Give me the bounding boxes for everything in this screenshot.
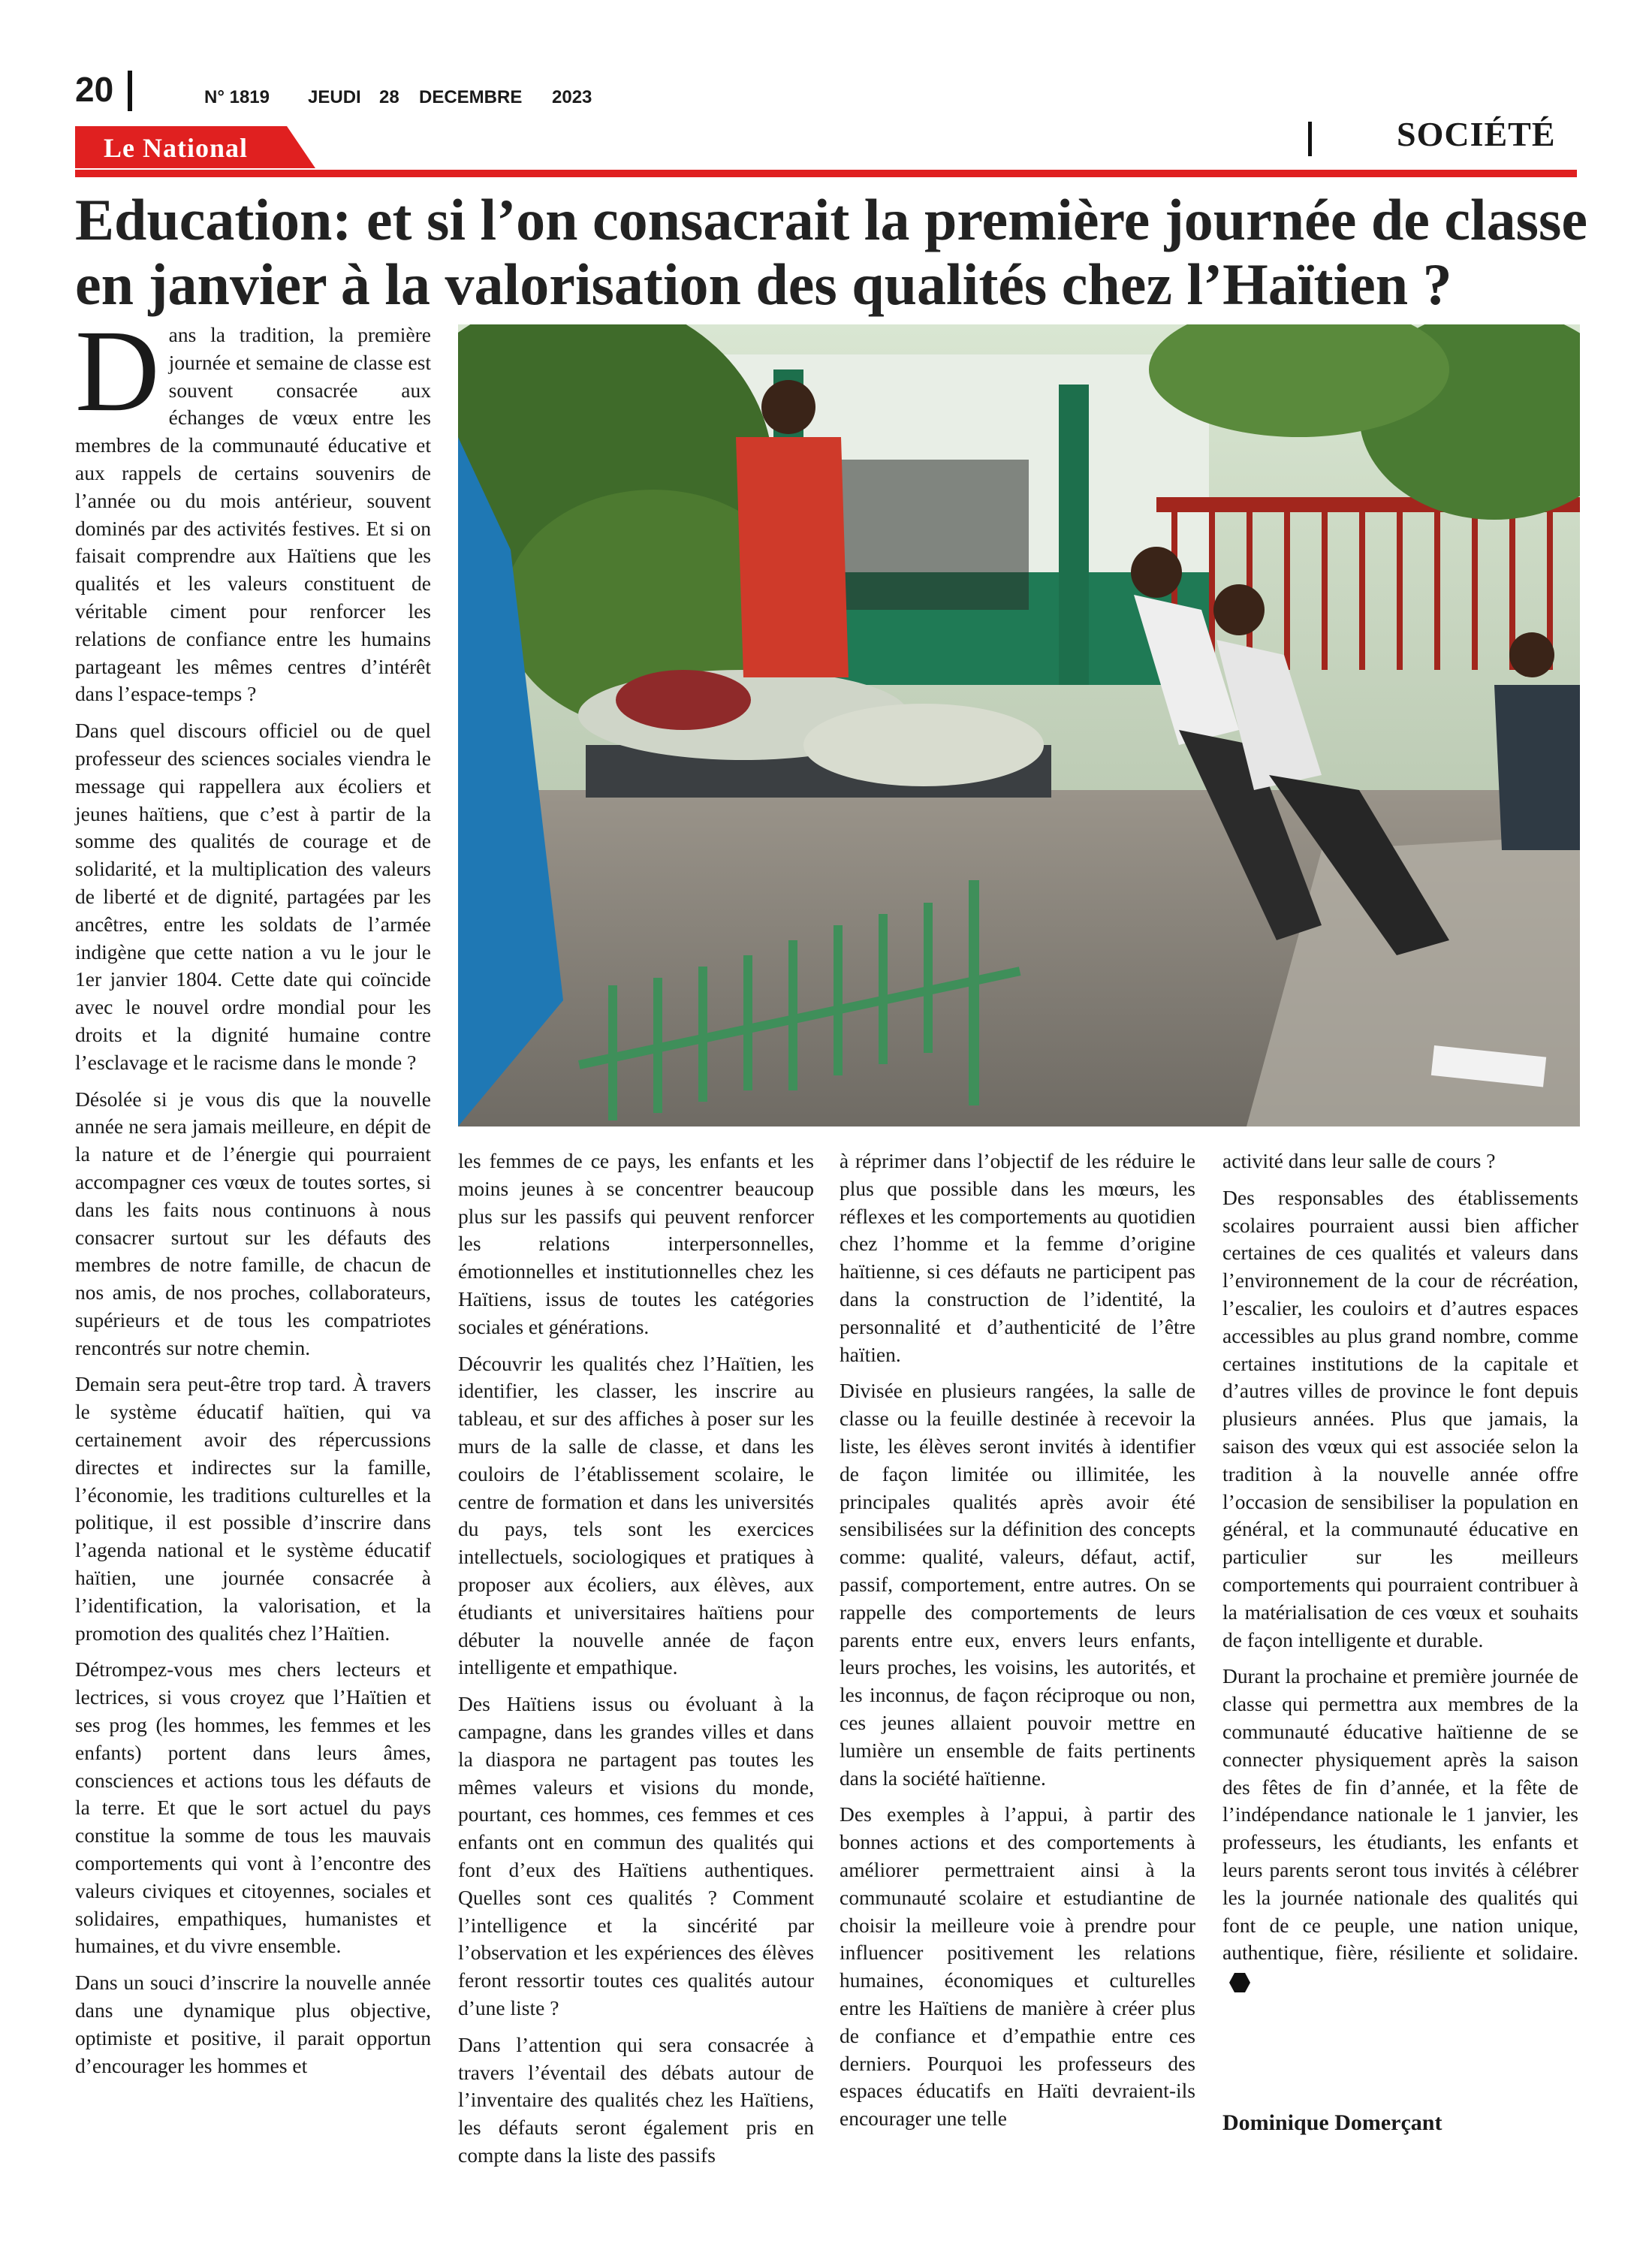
issue-number: N° 1819 xyxy=(204,87,270,107)
paragraph: Des responsables des établissements scolaires pourraient aussi bien afficher certaines de ces qualités et valeurs dans l’environnement de la cour de récréation, l’escalier, les couloirs et d’autres espaces accessibles au plus grand nombre, comme certaines institutions de la capitale et d’autres villes de province le font depuis plusieurs années. Plus que jamais, la saison des vœux qui est associée selon la tradition à la nouvelle année offre l’occasion de sensibiliser la population en général, et la communauté éducative en particulier sur les meilleurs comportements qui pourraient contribuer à la matérialisation de ces vœux et souhaits de façon intelligente et durable. xyxy=(1222,1185,1578,1651)
paragraph-text: Durant la prochaine et première journée de classe qui permettra aux membres de la communauté éducative haïtienne de se connecter physiquement après la saison des fêtes de fin d’année, et la fête de l’indépendance nationale le 1 janvier, les professeurs, les étudiants, les enfants et leurs parents seront tous invités à célébrer les la journée nationale des qualités qui font de ce peuple, une nation unique, authentique, fière, résiliente et solidaire. xyxy=(1222,1664,1578,1965)
drop-cap: D xyxy=(75,306,160,436)
article-photo xyxy=(458,324,1580,1126)
paragraph xyxy=(1222,1663,1578,1995)
paragraph: Demain sera peut-être trop tard. À travers le système éducatif haïtien, qui va certainement avoir des répercussions directes et indirectes sur la famille, l’économie, les traditions culturelles et la politique, il est possible d’inscrire dans l’agenda national et le système éducatif haïtien, une journée consacrée à l’identification, la valorisation, et la promotion des qualités chez l’Haïtien. xyxy=(75,1372,431,1645)
paragraph: Dans un souci d’inscrire la nouvelle année dans une dynamique plus objective, optimiste et positive, il parait opportun d’encourager les hommes et xyxy=(75,1971,431,2077)
paragraph: les femmes de ce pays, les enfants et les moins jeunes à se concentrer beaucoup plus sur les passifs qui peuvent renforcer les relations interpersonnelles, émotionnelles et institutionnelles chez les Haïtiens, issus de toutes les catégories sociales et générations. xyxy=(458,1149,814,1338)
article-column-4 xyxy=(1222,1148,1578,2004)
issue-day: 28 xyxy=(379,87,399,107)
paragraph: Découvrir les qualités chez l’Haïtien, les identifier, les classer, les inscrire au tableau, et sur des affiches à poser sur les murs de la salle de classe, et dans les couloirs de l’établissement scolaire, le centre de formation et dans les universités du pays, tels sont les exercices intellectuels, sociologiques et pratiques à proposer aux écoliers, aux élèves, aux étudiants et universitaires haïtiens pour débuter la nouvelle année de façon intelligente et empathique. xyxy=(458,1351,814,1679)
paragraph-text: ans la tradition, la première journée et semaine de classe est souvent consacrée aux échanges de vœux entre les membres de la communauté éducative et aux rappels de certains souvenirs de l’année ou du mois antérieur, souvent dominés par des activités festives. Et si on faisait comprendre aux Haïtiens que les qualités et les valeurs constituent de véritable ciment pour renforcer les relations de confiance entre les humains partageant les mêmes centres d’intérêt dans l’espace-temps ? xyxy=(75,323,431,706)
article-headline: Education: et si l’on consacrait la première journée de classe en janvier à la valorisation des qualités chez l’Haïtien ? xyxy=(75,187,1587,317)
section-label: SOCIÉTÉ xyxy=(1397,115,1556,153)
section-divider xyxy=(1308,122,1312,156)
paragraph: à réprimer dans l’objectif de les réduire le plus que possible dans les mœurs, les réflexes et les comportements au quotidien chez l’homme et la femme d’origine haïtienne, si ces défauts ne participent pas dans la construction de l’identité, la personnalité et d’authenticité de l’être haïtien. xyxy=(840,1149,1195,1366)
header-rule xyxy=(75,170,1577,177)
article-column-2 xyxy=(458,1148,814,2179)
article-column-3 xyxy=(840,1148,1195,2142)
paragraph: Divisée en plusieurs rangées, la salle de classe ou la feuille destinée à recevoir la liste, les élèves seront invités à identifier de façon limitée ou illimitée, les principales qualités après avoir été sensibilisées sur la définition des concepts comme: qualité, valeurs, défaut, actif, passif, comportement, entre autres. On se rappelle des comportements de leurs parents entre eux, envers leurs enfants, leurs proches, les voisins, les autorités, et les inconnus, de façon réciproque ou non, ces jeunes allaient pouvoir mettre en lumière un ensemble de faits pertinents dans la société haïtienne. xyxy=(840,1379,1195,1790)
paragraph: Dans l’attention qui sera consacrée à travers l’éventail des débats autour de l’inventaire des qualités chez les Haïtiens, les défauts seront également pris en compte dans la liste des passifs xyxy=(458,2032,814,2167)
issue-month: DECEMBRE xyxy=(419,87,523,107)
paragraph: Des Haïtiens issus ou évoluant à la campagne, dans les grandes villes et dans la diaspora ne partagent pas toutes les mêmes valeurs et visions du monde, pourtant, ces hommes, ces femmes et ces enfants ont en commun des qualités qui font d’eux des Haïtiens authentiques. Quelles sont ces qualités ? Comment l’intelligence et la sincérité par l’observation et les expériences des élèves feront ressortir toutes ces qualités autour d’une liste ? xyxy=(458,1692,814,2019)
hexagon-end-icon xyxy=(1228,1971,1251,1994)
author-byline: Dominique Domerçant xyxy=(1222,2110,1442,2135)
page-number: 20 xyxy=(75,70,114,109)
masthead-logo: Le National xyxy=(104,133,249,163)
paragraph: Dans quel discours officiel ou de quel professeur des sciences sociales viendra le message qui rappellera aux écoliers et jeunes haïtiens, que c’est à partir de la somme des qualités de courage et de solidarité, et la multiplication des valeurs de liberté et de dignité, partagées par les ancêtres, entre les soldats de l’armée indigène que cette nation a vu le jour le 1er janvier 1804. Cette date qui coïncide avec le nouvel ordre mondial pour les droits et la dignité humaine contre l’esclavage et le racisme dans le monde ? xyxy=(75,719,431,1074)
page-number-divider xyxy=(128,71,132,111)
article-column-1 xyxy=(75,306,431,2089)
paragraph: Désolée si je vous dis que la nouvelle année ne sera jamais meilleure, en dépit de la nature et de l’énergie qui pourraient accompagner ces vœux de toutes sortes, si dans les faits nous continuons à nous consacrer surtout sur les défauts des membres de notre famille, de chacun de nos amis, de nos proches, collaborateurs, supérieurs et de tous les compatriotes rencontrés sur notre chemin. xyxy=(75,1087,431,1359)
issue-year: 2023 xyxy=(552,87,592,107)
paragraph: Des exemples à l’appui, à partir des bonnes actions et des comportements à améliorer permettraient ainsi à la communauté scolaire et estudiantine de choisir la meilleure voie à prendre pour influencer positivement les relations humaines, économiques et culturelles entre les Haïtiens de manière à créer plus de confiance et d’empathie entre ces derniers. Pourquoi les professeurs des espaces éducatifs en Haïti devraient-ils encourager une telle xyxy=(840,1802,1195,2131)
issue-weekday: JEUDI xyxy=(308,87,361,107)
paragraph: activité dans leur salle de cours ? xyxy=(1222,1149,1496,1172)
paragraph: Détrompez-vous mes chers lecteurs et lectrices, si vous croyez que l’Haïtien et ses prog (les hommes, les femmes et les enfants) portent dans leurs âmes, consciences et actions tous les défauts de la terre. Et que le sort actuel du pays constitue la somme de tous les mauvais comportements qui vont à l’encontre des valeurs civiques et citoyennes, sociales et solidaires, empathiques, humanistes et humaines, et du vivre ensemble. xyxy=(75,1657,431,1958)
paragraph xyxy=(75,306,431,708)
